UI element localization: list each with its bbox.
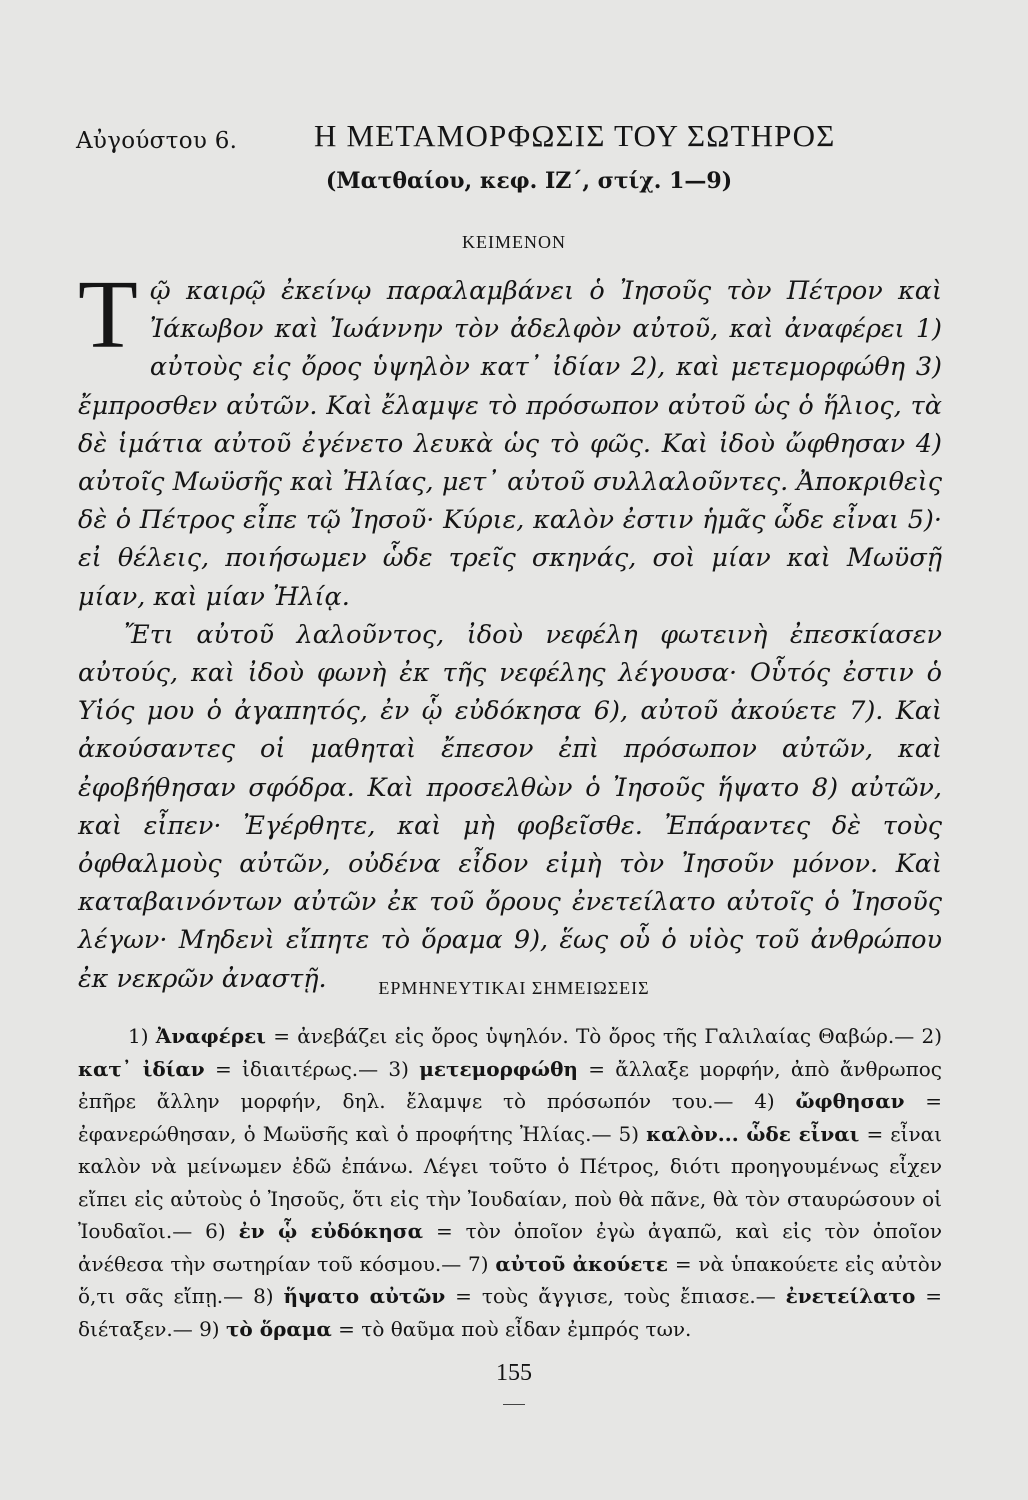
scripture-text <box>78 261 942 998</box>
note-term: καλὸν... ὧδε εἶναι <box>646 1121 860 1146</box>
page-number: 155 <box>496 1360 532 1386</box>
note-number: 9) <box>199 1316 220 1341</box>
paragraph-2: Ἔτι αὐτοῦ λαλοῦντος, ἰδοὺ νεφέλη φωτεινὴ ἐπεσκίασεν αὐτούς, καὶ ἰδοὺ φωνὴ ἐκ τῆς νεφέλης λέγουσα· Οὗτός ἐστιν ὁ Υἱός μου ὁ ἀγαπητός, ἐν ᾧ εὐδόκησα 6), αὐτοῦ ἀκούετε 7). Καὶ ἀκούσαντες οἱ μαθηταὶ ἔπεσον ἐπὶ πρόσωπον αὐτῶν, καὶ ἐφοβήθησαν σφόδρα. Καὶ προσελθὼν ὁ Ἰησοῦς ἥψατο 8) αὐτῶν, καὶ εἶπεν· Ἐγέρθητε, καὶ μὴ φοβεῖσθε. Ἐπάραντες δὲ τοὺς ὀφθαλμοὺς αὐτῶν, οὐδένα εἶδον εἰμὴ τὸν Ἰησοῦν μόνον. Καὶ καταβαινόντων αὐτῶν ἐκ τοῦ ὄρους ἐνετείλατο αὐτοῖς ὁ Ἰησοῦς λέγων· Μηδενὶ εἴπητε τὸ ὅραμα 9), ἕως οὗ ὁ υἱὸς τοῦ ἀνθρώπου ἐκ νεκρῶν ἀναστῇ. <box>78 619 942 994</box>
feast-date: Αὐγούστου 6. <box>76 128 238 154</box>
note-definition: = ἀνεβάζει εἰς ὄρος ὑψηλόν. Τὸ ὄρος τῆς Γαλιλαίας Θαβώρ.— <box>265 1024 922 1048</box>
notes-section-heading: ΕΡΜΗΝΕΥΤΙΚΑΙ ΣΗΜΕΙΩΣΕΙΣ <box>378 978 650 998</box>
note-definition: = ἐφανερώθησαν, ὁ Μωϋσῆς καὶ ὁ προφήτης Ἠλίας.— <box>78 1089 943 1146</box>
note-item <box>253 1284 786 1308</box>
note-item <box>199 1317 691 1341</box>
note-definition: = τοὺς ἄγγισε, τοὺς ἔπιασε.— <box>445 1284 786 1308</box>
note-number: 5) <box>618 1121 640 1146</box>
note-term: ἐνετείλατο <box>785 1284 916 1308</box>
note-definition: = διέταξεν.— <box>78 1284 942 1341</box>
note-item <box>128 1024 921 1048</box>
scripture-reference: (Ματθαίου, κεφ. ΙΖ΄, στίχ. 1—9) <box>325 168 733 194</box>
explanatory-notes <box>78 1020 942 1345</box>
note-number: 8) <box>253 1284 274 1308</box>
drop-cap: Τ <box>78 261 138 369</box>
note-number: 6) <box>205 1219 226 1243</box>
note-number: 7) <box>468 1251 489 1276</box>
note-definition: = ἄλλαξε μορφήν, ἀπὸ ἄνθρωπος ἐπῆρε ἄλλην μορφήν, δηλ. ἔλαμψε τὸ πρόσωπόν του.— <box>78 1056 943 1113</box>
note-definition: = ἰδιαιτέρως.— <box>204 1056 389 1081</box>
paragraph-1 <box>78 261 942 616</box>
note-term: τὸ ὅραμα <box>225 1316 332 1341</box>
note-definition: = νὰ ὑπακούετε εἰς αὐτὸν ὅ,τι σᾶς εἴπῃ.— <box>78 1251 942 1308</box>
note-definition: = τὸ θαῦμα ποὺ εἶδαν ἐμπρός των. <box>331 1316 692 1341</box>
note-number: 3) <box>388 1056 409 1081</box>
paragraph-1-text: ῷ καιρῷ ἐκείνῳ παραλαμβάνει ὁ Ἰησοῦς τὸν Πέτρον καὶ Ἰάκωβον καὶ Ἰωάννην τὸν ἀδελφὸν αὐτοῦ, καὶ ἀναφέρει 1) αὐτοὺς εἰς ὄρος ὑψηλὸν κατ᾽ ἰδίαν 2), καὶ μετεμορφώθη 3) ἔμπροσθεν αὐτῶν. Καὶ ἔλαμψε τὸ πρόσωπον αὐτοῦ ὡς ὁ ἥλιος, τὰ δὲ ἱμάτια αὐτοῦ ἐγένετο λευκὰ ὡς τὸ φῶς. Καὶ ἰδοὺ ὤφθησαν 4) αὐτοῖς Μωϋσῆς καὶ Ἠλίας, μετ᾽ αὐτοῦ συλλαλοῦντες. Ἀποκριθεὶς δὲ ὁ Πέτρος εἶπε τῷ Ἰησοῦ· Κύριε, καλὸν ἐστιν ἡμᾶς ὧδε εἶναι 5)· εἰ θέλεις, ποιήσωμεν ὧδε τρεῖς σκηνάς, σοὶ μίαν καὶ Μωϋσῇ μίαν, καὶ μίαν Ἠλίᾳ. <box>78 276 942 612</box>
footer-rule <box>503 1404 525 1405</box>
note-number: 4) <box>754 1089 775 1113</box>
note-term: Ἀναφέρει <box>155 1024 266 1048</box>
notes-paragraph <box>78 1020 942 1345</box>
note-term: ἐν ᾧ εὐδόκησα <box>238 1219 424 1243</box>
page-title: Η ΜΕΤΑΜΟΡΦΩΣΙΣ ΤΟΥ ΣΩΤΗΡΟΣ <box>314 118 836 153</box>
note-number: 2) <box>921 1024 942 1048</box>
note-definition: = τὸν ὁποῖον ἐγὼ ἀγαπῶ, καὶ εἰς τὸν ὁποῖον ἀνέθεσα τὴν σωτηρίαν τοῦ κόσμου.— <box>78 1219 943 1276</box>
note-term: μετεμορφώθη <box>419 1056 578 1081</box>
note-term: ἥψατο αὐτῶν <box>283 1284 446 1308</box>
note-number: 1) <box>128 1024 149 1048</box>
note-term: κατ᾽ ἰδίαν <box>78 1056 205 1081</box>
note-definition: = εἶναι καλὸν νὰ μείνωμεν ἐδῶ ἐπάνω. Λέγει τοῦτο ὁ Πέτρος, διότι προηγουμένως εἶχεν εἴπει εἰς αὐτοὺς ὁ Ἰησοῦς, ὅτι εἰς τὴν Ἰουδαίαν, ποὺ θὰ πᾶνε, θὰ τὸν σταυρώσουν οἱ Ἰουδαῖοι.— <box>78 1121 943 1243</box>
text-section-heading: ΚΕΙΜΕΝΟΝ <box>462 232 566 252</box>
page-header <box>76 118 946 162</box>
note-term: αὐτοῦ ἀκούετε <box>495 1251 669 1276</box>
note-term: ὤφθησαν <box>795 1089 905 1113</box>
